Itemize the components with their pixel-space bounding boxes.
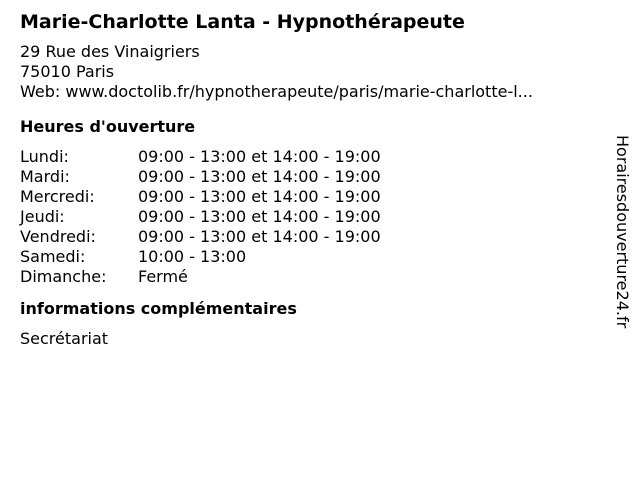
day-label: Jeudi: <box>20 207 65 226</box>
hours-row <box>20 187 381 207</box>
business-name: Marie-Charlotte Lanta - Hypnothérapeute <box>20 11 465 33</box>
day-hours: 09:00 - 13:00 et 14:00 - 19:00 <box>138 147 381 166</box>
hours-row <box>20 147 381 167</box>
hours-row <box>20 227 381 247</box>
day-hours: 09:00 - 13:00 et 14:00 - 19:00 <box>138 167 381 186</box>
hours-row <box>20 267 381 287</box>
hours-row <box>20 247 381 267</box>
day-hours: 10:00 - 13:00 <box>138 247 247 266</box>
day-hours: 09:00 - 13:00 et 14:00 - 19:00 <box>138 187 381 206</box>
day-hours: 09:00 - 13:00 et 14:00 - 19:00 <box>138 227 381 246</box>
hours-table <box>20 147 381 287</box>
day-label: Mardi: <box>20 167 70 186</box>
hours-heading: Heures d'ouverture <box>20 117 196 136</box>
info-heading: informations complémentaires <box>20 299 297 318</box>
day-label: Vendredi: <box>20 227 96 246</box>
day-label: Lundi: <box>20 147 69 166</box>
day-label: Dimanche: <box>20 267 107 286</box>
day-hours: Fermé <box>138 267 188 286</box>
business-card <box>20 10 600 349</box>
site-watermark: Horairesdouverture24.fr <box>613 135 632 329</box>
day-hours: 09:00 - 13:00 et 14:00 - 19:00 <box>138 207 381 226</box>
info-text: Secrétariat <box>20 329 109 348</box>
website-link[interactable]: Web: www.doctolib.fr/hypnotherapeute/paris/marie-charlotte-l... <box>20 82 533 101</box>
hours-row <box>20 167 381 187</box>
day-label: Mercredi: <box>20 187 95 206</box>
address-city: 75010 Paris <box>20 62 115 81</box>
address-street: 29 Rue des Vinaigriers <box>20 42 200 61</box>
hours-row <box>20 207 381 227</box>
day-label: Samedi: <box>20 247 86 266</box>
